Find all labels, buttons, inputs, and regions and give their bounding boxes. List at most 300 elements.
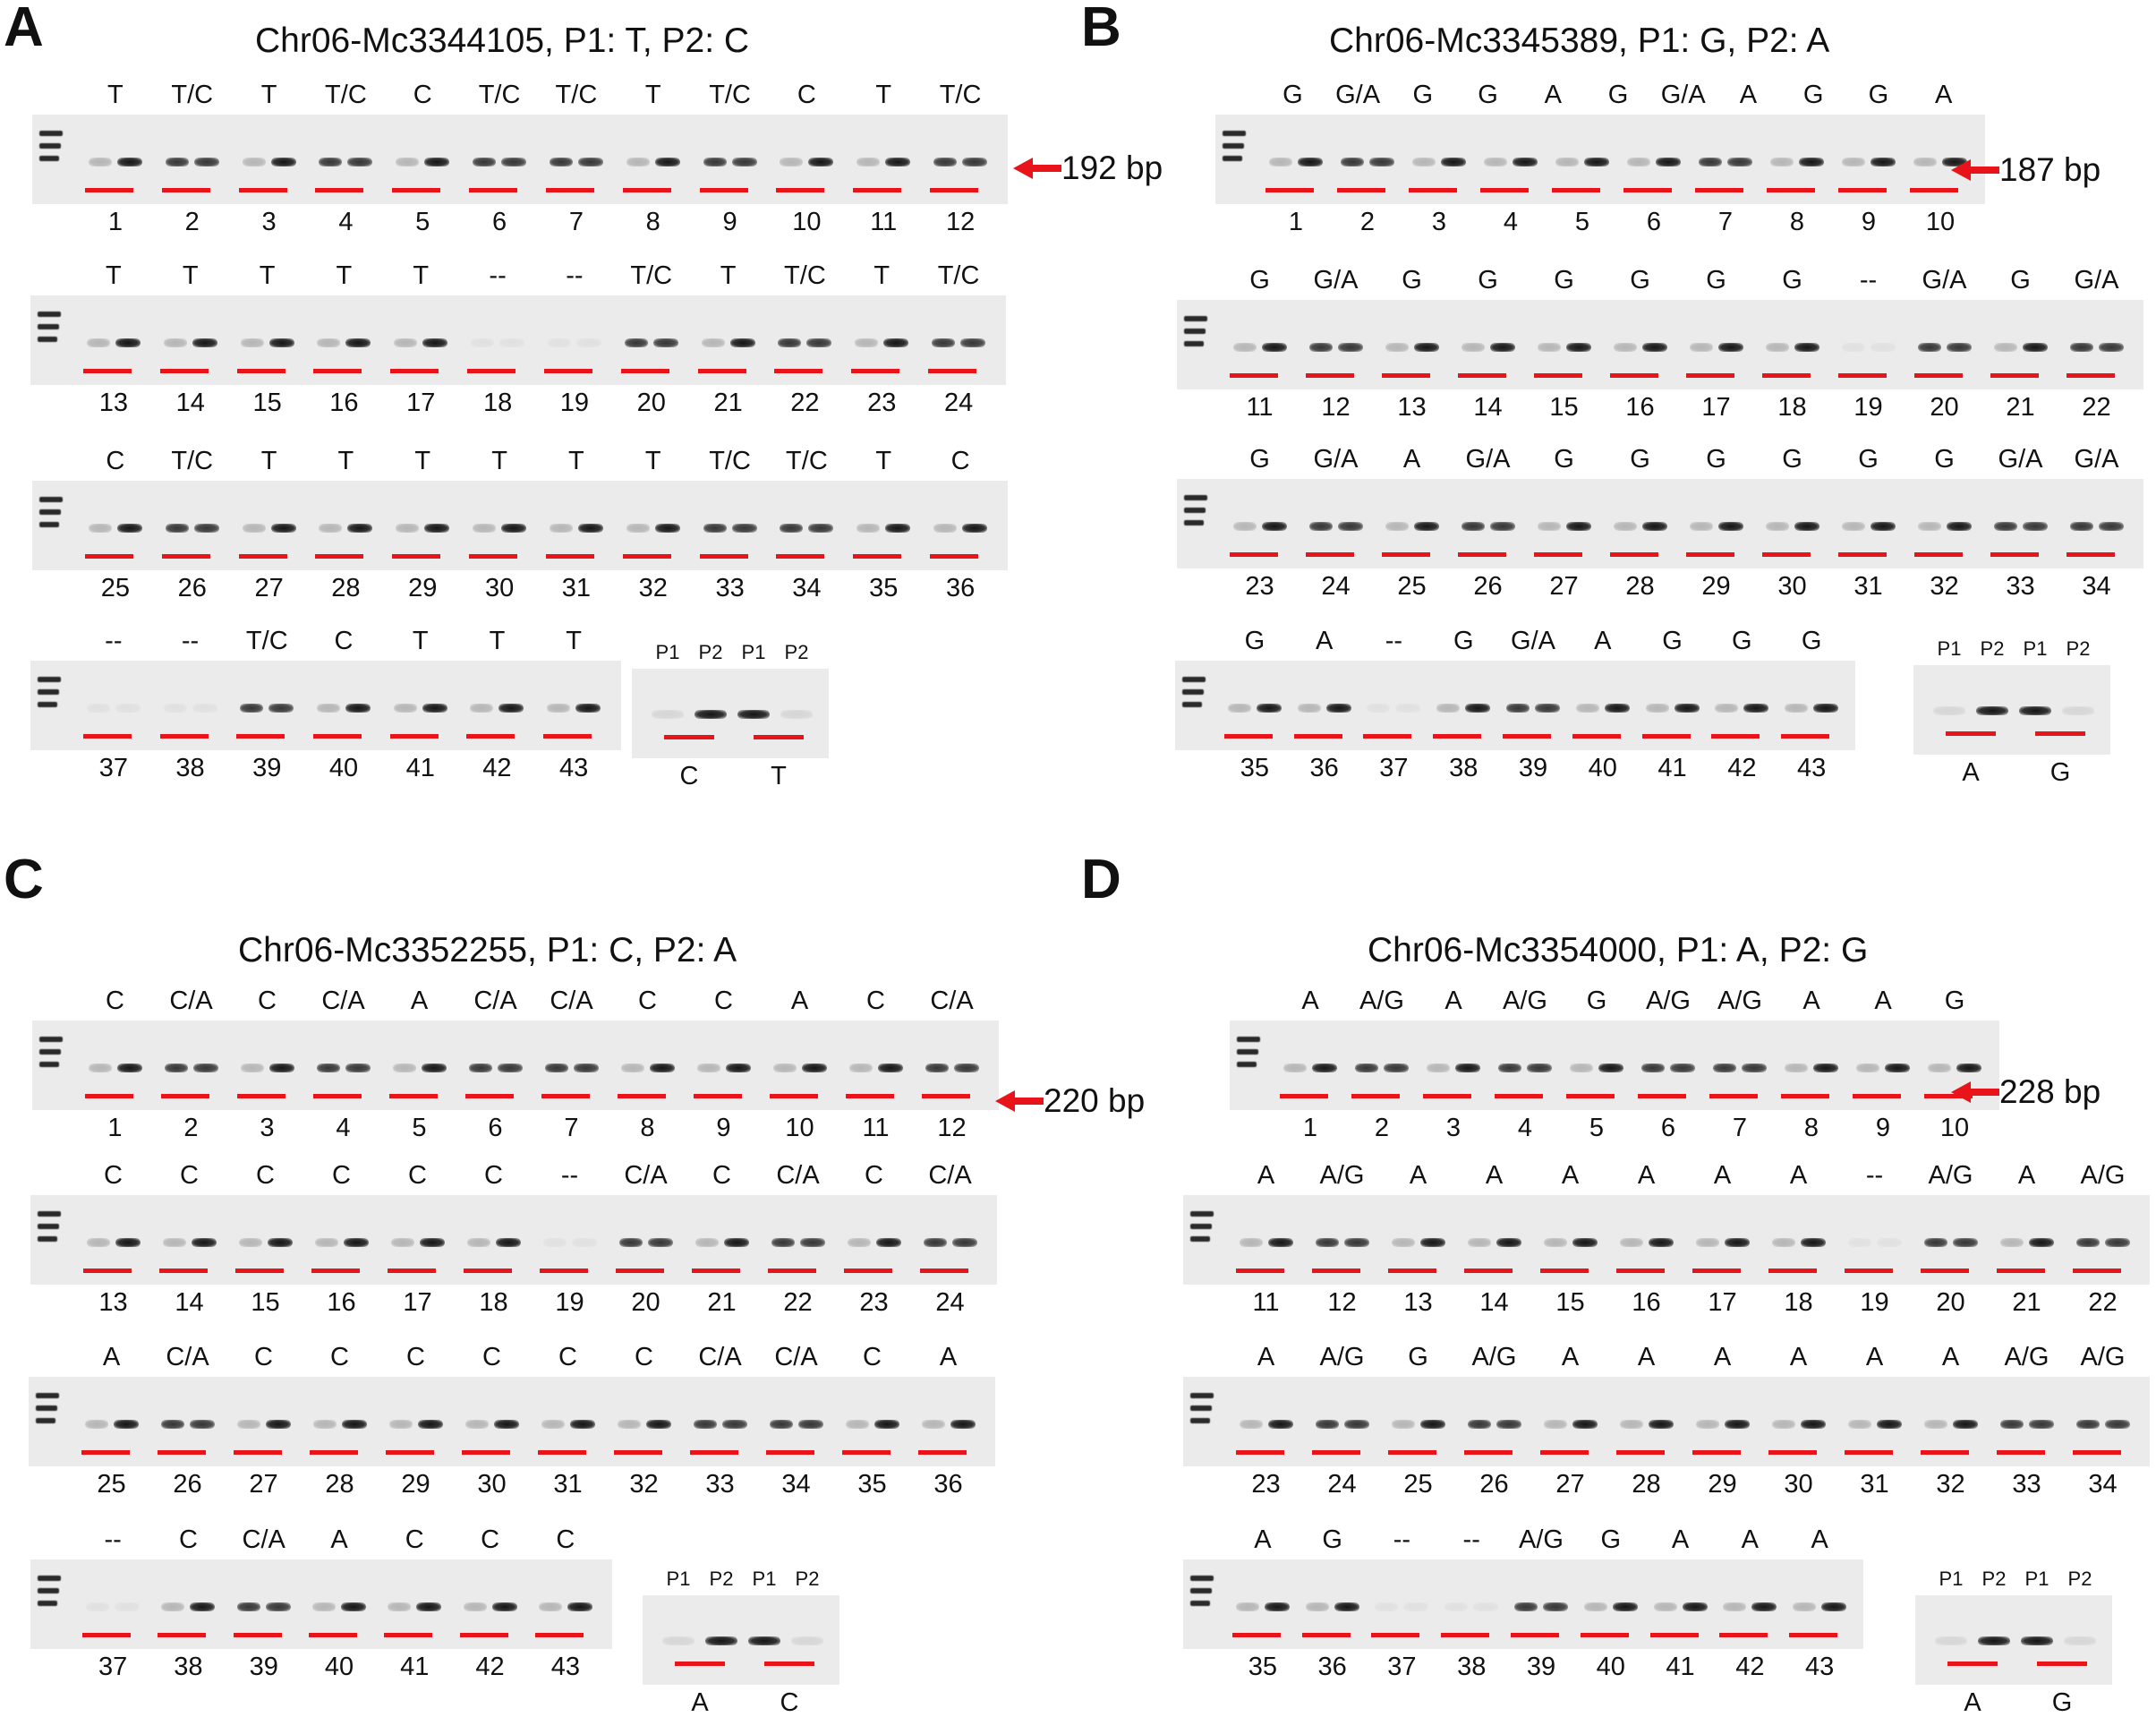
genotype-label: C (334, 627, 354, 655)
lane-underline (1312, 1450, 1360, 1455)
pcr-band (1461, 522, 1485, 531)
pcr-band (1947, 522, 1972, 531)
genotype-label: A (1485, 1161, 1504, 1190)
pcr-band (1514, 1602, 1538, 1611)
lane-number: 39 (1518, 754, 1548, 782)
pcr-band (1871, 343, 1896, 352)
lane-underline (1480, 188, 1529, 192)
lane-underline (1768, 1450, 1817, 1455)
lane-underline (1638, 1094, 1686, 1098)
pcr-band (499, 704, 524, 713)
pcr-band (1696, 1420, 1719, 1429)
genotype-label: A/G (2080, 1343, 2126, 1371)
genotype-label: T/C (709, 447, 751, 475)
lane-underline (83, 369, 132, 373)
lane-number: 41 (405, 754, 435, 782)
lane-number: 26 (177, 574, 207, 602)
pcr-band (87, 338, 110, 347)
lane-underline (239, 188, 287, 192)
lane-number: 9 (1875, 1114, 1891, 1142)
genotype-label: G (1554, 445, 1574, 474)
pcr-band (1572, 1238, 1598, 1247)
lane-number: 5 (1574, 208, 1590, 236)
pcr-band (1785, 1064, 1808, 1072)
genotype-label: A (1741, 1525, 1759, 1554)
parent-band (737, 710, 770, 719)
lane-number: 4 (1503, 208, 1519, 236)
pcr-band (574, 1064, 599, 1072)
lane-number: 30 (484, 574, 515, 602)
lane-underline (1616, 1269, 1665, 1273)
genotype-label: G/A (1465, 445, 1511, 474)
lane-number: 40 (1588, 754, 1617, 782)
pcr-band (1924, 1238, 1947, 1247)
ladder-band (1190, 1393, 1214, 1398)
genotype-label: C (484, 1161, 503, 1190)
pcr-band (190, 1420, 215, 1429)
lane-underline (768, 1269, 816, 1273)
pcr-band (345, 1064, 371, 1072)
parent-allele-label: A (691, 1688, 709, 1717)
pcr-band (1877, 1420, 1902, 1429)
pcr-band (1498, 1064, 1521, 1072)
parent-lane-label: P2 (2066, 637, 2091, 660)
pcr-band (85, 1420, 108, 1429)
parent-allele-label: T (771, 762, 787, 790)
pcr-band (1403, 1602, 1428, 1611)
parent-underline (754, 735, 804, 739)
lane-number: 8 (1803, 1114, 1819, 1142)
ladder-band (39, 131, 63, 136)
lane-number: 6 (1646, 208, 1662, 236)
lane-underline (309, 1633, 357, 1637)
ladder-band (39, 1062, 59, 1067)
pcr-band (1794, 343, 1819, 352)
pcr-band (1654, 1602, 1677, 1611)
lane-underline (1363, 734, 1411, 739)
ladder-band (1190, 1405, 1212, 1411)
pcr-band (1842, 522, 1865, 531)
parent-band (2021, 1636, 2053, 1645)
lane-underline (700, 188, 748, 192)
parent-lane-label: P1 (752, 1568, 777, 1590)
parent-band (2062, 706, 2094, 715)
red-arrow-icon (1013, 158, 1061, 179)
lane-underline (623, 554, 671, 559)
lane-underline (1838, 552, 1887, 557)
lane-number: 35 (1248, 1653, 1278, 1681)
genotype-label: G (1600, 1525, 1622, 1554)
lane-number: 5 (415, 208, 430, 236)
genotype-label: A (1713, 1161, 1732, 1190)
panel-letter: C (4, 849, 44, 910)
pcr-band (724, 1238, 749, 1247)
lane-underline (930, 554, 978, 559)
parent-lane-label: P1 (655, 641, 680, 663)
lane-underline (1762, 373, 1811, 378)
pcr-band (1506, 704, 1530, 713)
pcr-band (342, 1420, 367, 1429)
parent-band (1933, 706, 1965, 715)
pcr-band (771, 1238, 795, 1247)
pcr-band (1742, 1064, 1767, 1072)
genotype-label: G/A (1511, 627, 1555, 655)
pcr-band (1240, 1238, 1263, 1247)
pcr-band (190, 1602, 215, 1611)
pcr-band (1620, 1238, 1643, 1247)
lane-underline (462, 1450, 510, 1455)
pcr-band (543, 1238, 567, 1247)
pcr-band (2000, 1420, 2024, 1429)
lane-underline (1351, 1094, 1400, 1098)
pcr-band (1527, 1064, 1552, 1072)
pcr-band (1576, 704, 1599, 713)
pcr-band (313, 1420, 337, 1429)
genotype-label: G (1408, 1343, 1428, 1371)
lane-number: 3 (261, 208, 277, 236)
pcr-band (780, 158, 803, 167)
genotype-label: A (1637, 1343, 1656, 1371)
pcr-band (465, 1420, 489, 1429)
lane-underline (694, 1094, 742, 1098)
lane-number: 41 (1657, 754, 1687, 782)
genotype-label: -- (105, 627, 123, 655)
lane-number: 34 (2088, 1470, 2118, 1499)
pcr-band (1620, 1420, 1643, 1429)
genotype-label: C/A (698, 1343, 742, 1371)
panel-letter: B (1081, 0, 1121, 58)
pcr-band (808, 524, 833, 533)
lane-underline (466, 734, 515, 739)
genotype-label: C (865, 1161, 883, 1190)
pcr-band (722, 1420, 747, 1429)
pcr-band (1848, 1238, 1871, 1247)
parent-band (748, 1636, 780, 1645)
lane-number: 43 (550, 1653, 580, 1681)
pcr-band (1690, 522, 1713, 531)
lane-number: 32 (1936, 1470, 1965, 1499)
ladder-band (38, 337, 57, 342)
genotype-label: C/A (242, 1525, 285, 1554)
lane-underline (918, 1450, 967, 1455)
genotype-label: C (712, 1161, 731, 1190)
pcr-band (1627, 158, 1650, 167)
lane-number: 29 (1708, 1470, 1737, 1499)
pcr-band (962, 158, 987, 167)
panel-title: Chr06-Mc3352255, P1: C, P2: A (238, 931, 737, 970)
genotype-label: G/A (2074, 445, 2119, 474)
ladder-band (38, 1576, 61, 1581)
lane-number: 20 (636, 389, 666, 417)
genotype-label: T (489, 627, 506, 655)
genotype-label: A (1254, 1525, 1272, 1554)
genotype-label: G (1249, 266, 1270, 295)
pcr-band (1994, 522, 2017, 531)
genotype-label: C (556, 1525, 575, 1554)
lane-underline (1853, 1094, 1901, 1098)
pcr-band (394, 704, 417, 713)
lane-underline (234, 1450, 282, 1455)
pcr-band (1341, 158, 1364, 167)
lane-number: 13 (1397, 393, 1427, 422)
genotype-label: A (939, 1343, 958, 1371)
genotype-label: G/A (1313, 445, 1359, 474)
pcr-band (115, 1602, 140, 1611)
lane-number: 14 (1479, 1288, 1509, 1317)
pcr-band (960, 338, 985, 347)
lane-number: 1 (107, 1114, 123, 1142)
parent-underline (1946, 731, 1996, 736)
pcr-band (1338, 522, 1363, 531)
pcr-band (2099, 343, 2124, 352)
parent-band (705, 1636, 737, 1645)
pcr-band (1913, 158, 1937, 167)
pcr-band (1670, 1064, 1695, 1072)
lane-underline (2073, 1450, 2121, 1455)
pcr-band (1642, 343, 1667, 352)
lane-number: 22 (783, 1288, 813, 1317)
ladder-band (1184, 329, 1206, 334)
lane-number: 37 (1387, 1653, 1417, 1681)
lane-number: 31 (561, 574, 592, 602)
lane-number: 15 (252, 389, 282, 417)
ladder-band (38, 324, 59, 329)
lane-underline (851, 369, 899, 373)
pcr-band (570, 1420, 595, 1429)
genotype-label: A (410, 987, 429, 1015)
pcr-band (1334, 1602, 1359, 1611)
ladder-band (38, 1601, 57, 1606)
genotype-label: T (568, 447, 584, 475)
genotype-label: A (1811, 1525, 1828, 1554)
lane-underline (1230, 373, 1278, 378)
pcr-band (161, 1420, 184, 1429)
lane-underline (700, 554, 748, 559)
genotype-label: A (1257, 1343, 1275, 1371)
red-arrow-icon (1951, 159, 1999, 181)
lane-underline (315, 554, 363, 559)
lane-underline (546, 188, 594, 192)
pcr-band (1715, 704, 1738, 713)
pcr-band (1751, 1602, 1777, 1611)
genotype-label: T/C (709, 81, 751, 109)
lane-number: 24 (935, 1288, 965, 1317)
genotype-label: C (180, 1161, 199, 1190)
lane-number: 18 (1777, 393, 1807, 422)
pcr-band (1338, 343, 1363, 352)
genotype-label: T/C (937, 261, 980, 290)
lane-number: 38 (1449, 754, 1479, 782)
lane-underline (1302, 1633, 1351, 1637)
lane-underline (1382, 373, 1430, 378)
genotype-label: T/C (325, 81, 367, 109)
pcr-band (1309, 522, 1333, 531)
pcr-band (1240, 1420, 1263, 1429)
pcr-band (653, 338, 678, 347)
lane-number: 27 (1549, 572, 1579, 601)
parent-lane-label: P2 (709, 1568, 734, 1590)
lane-number: 33 (705, 1470, 735, 1499)
genotype-label: A (1789, 1343, 1808, 1371)
lane-underline (1265, 188, 1314, 192)
pcr-band (849, 1064, 873, 1072)
lane-underline (237, 1094, 285, 1098)
lane-underline (2067, 373, 2115, 378)
genotype-label: T (107, 81, 124, 109)
pcr-band (1727, 158, 1752, 167)
pcr-band (501, 158, 526, 167)
pcr-band (87, 1238, 110, 1247)
lane-number: 1 (1288, 208, 1304, 236)
pcr-band (773, 1064, 797, 1072)
genotype-label: C (481, 1525, 500, 1554)
genotype-label: G (1802, 81, 1824, 109)
genotype-label: A (1409, 1161, 1427, 1190)
pcr-band (1683, 1602, 1708, 1611)
genotype-label: C (413, 81, 432, 109)
pcr-band (1496, 1238, 1521, 1247)
lane-underline (81, 1450, 130, 1455)
lane-underline (692, 1269, 740, 1273)
lane-underline (1409, 188, 1457, 192)
lane-underline (313, 369, 362, 373)
lane-underline (158, 1633, 206, 1637)
pcr-band (166, 158, 189, 167)
genotype-label: C/A (169, 987, 213, 1015)
lane-number: 3 (260, 1114, 275, 1142)
lane-underline (1997, 1450, 2045, 1455)
lane-underline (1337, 188, 1385, 192)
lane-underline (386, 1450, 434, 1455)
pcr-band (1801, 1420, 1826, 1429)
parent-allele-label: G (2051, 1688, 2073, 1717)
lane-underline (774, 369, 822, 373)
lane-number: 19 (555, 1288, 584, 1317)
pcr-band (1953, 1238, 1978, 1247)
lane-number: 5 (1589, 1114, 1605, 1142)
pcr-band (2029, 1238, 2054, 1247)
pcr-band (1484, 158, 1507, 167)
pcr-band (496, 1238, 521, 1247)
lane-underline (160, 369, 209, 373)
pcr-band (345, 704, 371, 713)
parent-lane-label: P2 (784, 641, 809, 663)
pcr-band (499, 338, 524, 347)
lane-number: 17 (403, 1288, 432, 1317)
genotype-label: C (178, 1525, 198, 1554)
pcr-band (545, 1064, 568, 1072)
pcr-band (416, 1602, 441, 1611)
pcr-band (646, 1420, 671, 1429)
pcr-band (618, 1420, 641, 1429)
pcr-band (396, 524, 419, 533)
ladder-band (1237, 1062, 1257, 1067)
pcr-band (1649, 1238, 1674, 1247)
pcr-band (1566, 522, 1591, 531)
lane-underline (159, 1269, 208, 1273)
pcr-band (1956, 1064, 1981, 1072)
pcr-band (695, 1238, 719, 1247)
lane-underline (846, 1094, 894, 1098)
pcr-band (86, 1602, 109, 1611)
pcr-band (347, 158, 372, 167)
lane-underline (390, 369, 439, 373)
pcr-band (241, 338, 264, 347)
pcr-band (924, 1238, 947, 1247)
ladder-band (1184, 341, 1204, 346)
lane-underline (469, 188, 517, 192)
red-arrow-icon (1951, 1081, 1999, 1103)
pcr-band (1236, 1602, 1259, 1611)
lane-number: 26 (173, 1470, 202, 1499)
genotype-label: C (863, 1343, 882, 1371)
lane-underline (467, 369, 516, 373)
lane-underline (1503, 734, 1551, 739)
genotype-label: G (1283, 81, 1303, 109)
pcr-band (932, 338, 955, 347)
pcr-band (808, 158, 833, 167)
lane-number: 13 (98, 1288, 128, 1317)
pcr-band (498, 1064, 523, 1072)
pcr-band (422, 1064, 447, 1072)
lane-number: 10 (1939, 1114, 1970, 1142)
genotype-label: T (644, 81, 661, 109)
lane-number: 6 (1660, 1114, 1676, 1142)
lane-underline (928, 369, 976, 373)
pcr-band (856, 524, 880, 533)
pcr-band (1570, 1064, 1593, 1072)
lane-number: 19 (1853, 393, 1883, 422)
lane-number: 35 (1240, 754, 1270, 782)
pcr-band (1813, 1064, 1838, 1072)
genotype-label: A (1561, 1343, 1580, 1371)
lane-number: 4 (336, 1114, 351, 1142)
lane-number: 12 (1321, 393, 1351, 422)
lane-number: 25 (97, 1470, 126, 1499)
lane-underline (234, 1633, 282, 1637)
genotype-label: G (1244, 627, 1265, 655)
pcr-band (1468, 1238, 1491, 1247)
ladder-band (1190, 1576, 1214, 1581)
ladder-band (39, 156, 59, 161)
genotype-label: C (638, 987, 657, 1015)
pcr-band (1326, 704, 1351, 713)
lane-underline (690, 1450, 738, 1455)
pcr-band (572, 1238, 597, 1247)
ladder-band (1237, 1037, 1260, 1042)
pcr-band (1642, 522, 1667, 531)
pcr-band (2076, 1238, 2100, 1247)
lane-number: 36 (1317, 1653, 1347, 1681)
pcr-band (1257, 704, 1282, 713)
genotype-label: T/C (939, 81, 982, 109)
lane-underline (853, 188, 901, 192)
lane-underline (1495, 1094, 1543, 1098)
pcr-band (626, 158, 650, 167)
pcr-band (702, 338, 725, 347)
pcr-band (1414, 343, 1439, 352)
pcr-band (89, 1064, 112, 1072)
ladder-band (38, 689, 59, 695)
lane-underline (1458, 373, 1506, 378)
lane-underline (1552, 188, 1600, 192)
genotype-label: G (1732, 627, 1752, 655)
pcr-band (1801, 1238, 1826, 1247)
genotype-label: C (104, 1161, 123, 1190)
genotype-label: C (405, 1525, 424, 1554)
genotype-label: T (260, 81, 277, 109)
pcr-band (846, 1420, 869, 1429)
